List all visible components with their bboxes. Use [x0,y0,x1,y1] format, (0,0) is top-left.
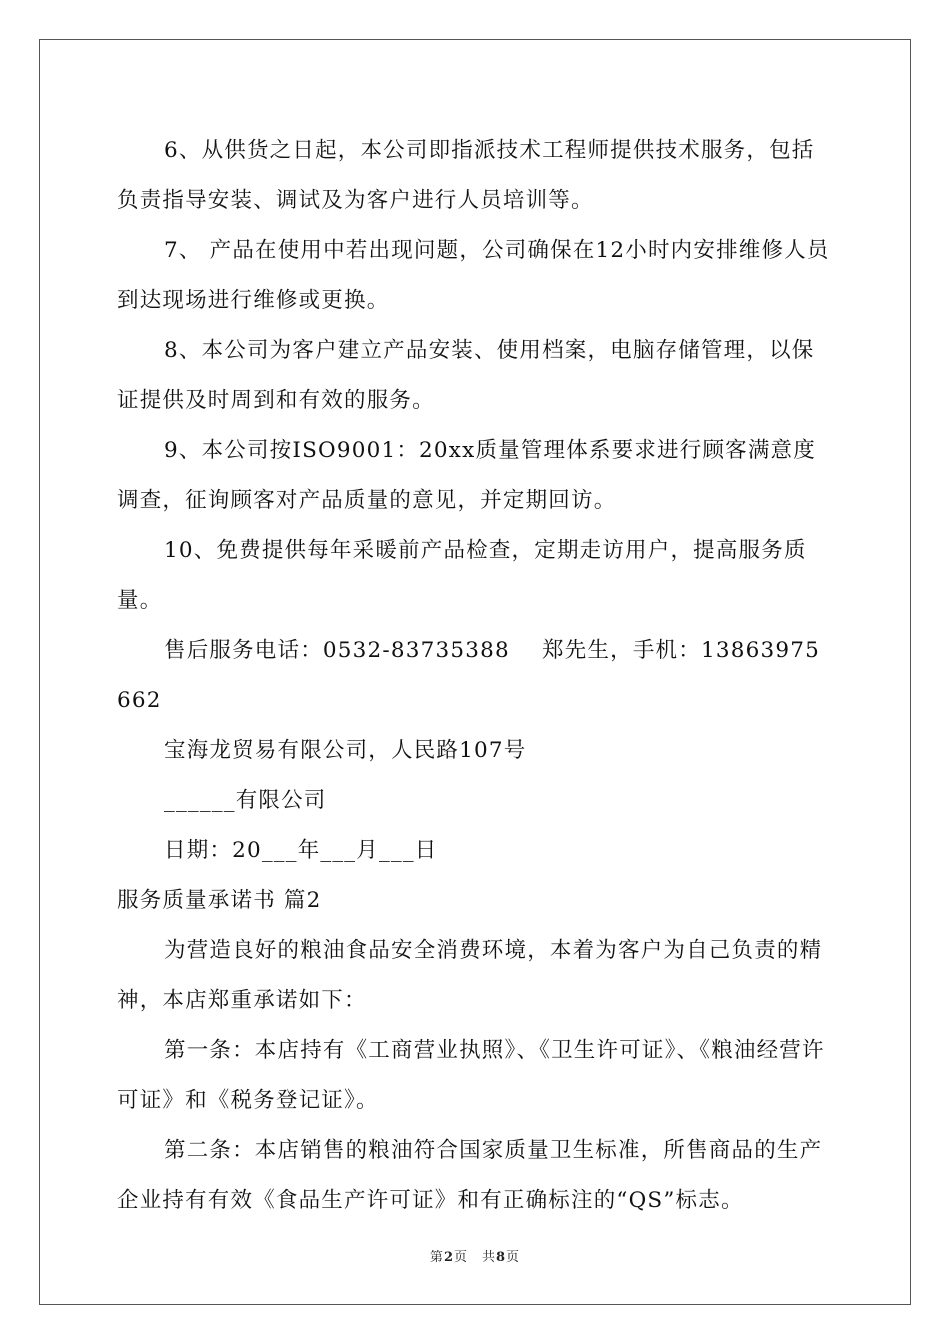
page-footer [0,1246,950,1265]
paragraph-6: 6、从供货之日起，本公司即指派技术工程师提供技术服务，包括负责指导安装、调试及为客户进行人员培训等。 [117,138,815,213]
date-line: 日期：20___年___月___日 [164,838,438,863]
paragraph-9: 9、本公司按ISO9001：20xx质量管理体系要求进行顾客满意度调查，征询顾客对产品质量的意见，并定期回访。 [117,438,816,513]
document-body [117,126,833,1226]
article-2: 第二条：本店销售的粮油符合国家质量卫生标准，所售商品的生产企业持有有效《食品生产许可证》和有正确标注的“QS”标志。 [117,1138,823,1213]
article-1: 第一条：本店持有《工商营业执照》、《卫生许可证》、《粮油经营许可证》和《税务登记证》。 [117,1038,825,1113]
paragraph-10: 10、免费提供每年采暖前产品检查，定期走访用户，提高服务质量。 [117,538,807,613]
paragraph-8: 8、本公司为客户建立产品安装、使用档案，电脑存储管理，以保证提供及时周到和有效的服务。 [117,338,815,413]
section-title: 服务质量承诺书 篇2 [117,888,322,913]
footer-total-pages: 8 [496,1250,507,1265]
footer-page-prefix: 第 [429,1250,444,1265]
commitment-intro: 为营造良好的粮油食品安全消费环境，本着为客户为自己负责的精神，本店郑重承诺如下： [117,938,823,1013]
footer-current-page: 2 [443,1250,454,1265]
company-address-line: 宝海龙贸易有限公司，人民路107号 [164,738,527,763]
service-phone-line: 售后服务电话：0532-83735388 郑先生，手机：13863975662 [117,638,820,713]
footer-page-suffix: 页 [506,1250,521,1265]
paragraph-7: 7、 产品在使用中若出现问题，公司确保在12小时内安排维修人员到达现场进行维修或更换。 [117,238,830,313]
company-name-blank: ______有限公司 [164,788,327,813]
footer-page-mid: 页 共 [453,1250,496,1265]
